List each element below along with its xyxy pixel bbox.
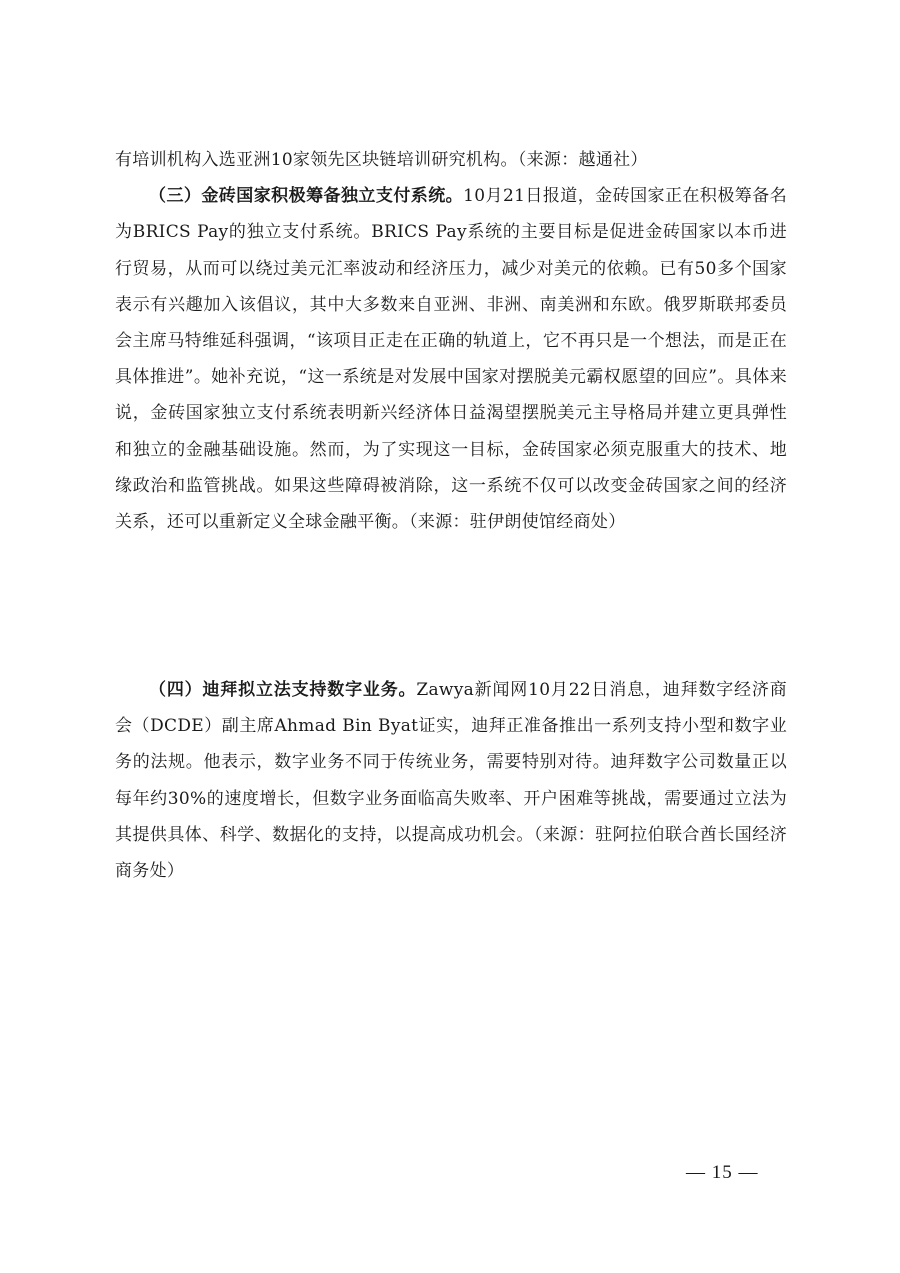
page-number: — 15 —	[686, 1162, 759, 1183]
continuation-paragraph: 有培训机构入选亚洲10家领先区块链培训研究机构。（来源：越通社）	[115, 150, 648, 170]
lower-text-block	[115, 672, 787, 889]
section-three-paragraph	[115, 178, 787, 540]
section-three-body: 10月21日报道，金砖国家正在积极筹备名为BRICS Pay的独立支付系统。BRICS Pay系统的主要目标是促进金砖国家以本币进行贸易，从而可以绕过美元汇率波动和经济压力，减少对美元的依赖。已有50多个国家表示有兴趣加入该倡议，其中大多数来自亚洲、非洲、南美洲和东欧。俄罗斯联邦委员会主席马特维延科强调，“该项目正走在正确的轨道上，它不再只是一个想法，而是正在具体推进”。她补充说，“这一系统是对发展中国家对摆脱美元霸权愿望的回应”。具体来说，金砖国家独立支付系统表明新兴经济体日益渴望摆脱美元主导格局并建立更具弹性和独立的金融基础设施。然而，为了实现这一目标，金砖国家必须克服重大的技术、地缘政治和监管挑战。如果这些障碍被消除，这一系统不仅可以改变金砖国家之间的经济关系，还可以重新定义全球金融平衡。（来源：驻伊朗使馆经商处）	[115, 186, 787, 533]
section-three-heading: （三）金砖国家积极筹备独立支付系统。	[149, 186, 464, 207]
section-four-heading: （四）迪拜拟立法支持数字业务。	[149, 680, 417, 700]
upper-text-block	[115, 142, 787, 540]
section-four-body: Zawya新闻网10月22日消息，迪拜数字经济商会（DCDE）副主席Ahmad Bin Byat证实，迪拜正准备推出一系列支持小型和数字业务的法规。他表示，数字业务不同于传统业务，需要特别对待。迪拜数字公司数量正以每年约30%的速度增长，但数字业务面临高失败率、开户困难等挑战，需要通过立法为其提供具体、科学、数据化的支持，以提高成功机会。（来源：驻阿拉伯联合酋长国经济商务处）	[115, 680, 787, 882]
section-four-paragraph	[115, 672, 787, 889]
